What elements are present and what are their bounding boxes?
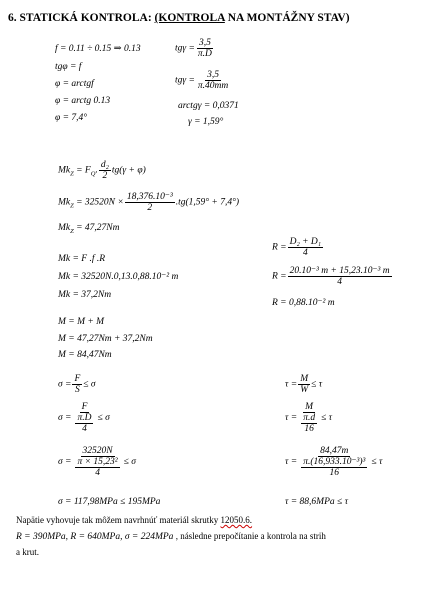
note-line-1: Napätie vyhovuje tak môžem navrhnúť materiál skrutky 12050.6.	[16, 515, 253, 525]
section-title: 6. STATICKÁ KONTROLA: (KONTROLA NA MONTÁŽNY STAV)	[8, 12, 350, 24]
mu-eq-3: M = 84,47Nm	[58, 350, 112, 360]
rt-eq-3: R = 0,88.10⁻² m	[272, 298, 335, 308]
mkz-eq-1: $Mk_Z = F_Q$. $\frac{\text{d₂}}{2}$ tg(γ + φ)	[58, 160, 146, 181]
tau-eq-2: τ = $\frac{M}{\frac{\pi.d}{16}}$ ≤ τ	[285, 402, 333, 434]
friction-eq-1: f = 0.11 ÷ 0.15 ⇒ 0.13	[55, 44, 141, 54]
tau-eq-1: τ = $\frac{M}{W}$ ≤ τ	[285, 374, 323, 395]
friction-eq-3: φ = arctgf	[55, 79, 94, 89]
lead-eq-3: arctgγ = 0,0371	[178, 101, 239, 111]
lead-eq-2: tgγ = $\frac{3,5}{\pi.40mm}$	[175, 70, 229, 91]
mu-eq-2: M = 47,27Nm + 37,2Nm	[58, 334, 153, 344]
friction-eq-2: tgφ = f	[55, 62, 82, 72]
sigma-eq-4: σ = 117,98MPa ≤ 195MPa	[58, 497, 161, 507]
mkm-eq-3: Mk = 37,2Nm	[58, 290, 112, 300]
lead-eq-4: γ = 1,59°	[188, 117, 224, 127]
friction-eq-5: φ = 7,4°	[55, 113, 88, 123]
mkm-eq-2: Mk = 32520N.0,13.0,88.10⁻² m	[58, 272, 179, 282]
sigma-eq-1: σ = $\frac{F}{S}$ ≤ σ	[58, 374, 96, 395]
rt-eq-1: R = $\frac{\text{D₂ + D₁}}{4}$	[272, 237, 322, 258]
mkz-eq-2: $Mk_Z = 32520N$ × $\frac{\text{18,376.10⁻³}}{2}$ .tg(1,59° + 7,4°)	[58, 192, 240, 213]
sigma-eq-2: σ = $\frac{F}{\frac{\pi.D}{4}}$ ≤ σ	[58, 402, 110, 434]
note-line-3: a krut.	[16, 547, 39, 557]
tau-eq-4: τ = 88,6MPa ≤ τ	[285, 497, 349, 507]
sigma-eq-3: σ = $\frac{32520N}{\frac{\text{π × 15,23²}}{4}}$ ≤ σ	[58, 446, 136, 478]
friction-eq-4: φ = arctg 0.13	[55, 96, 111, 106]
lead-eq-1: tgγ = $\frac{3,5}{\pi.D}$	[175, 38, 212, 59]
tau-eq-3: τ = $\frac{84,47m}{\frac{\text{π.(16,933.10⁻³)³}}{16}}$ ≤ τ	[285, 446, 383, 478]
mu-eq-1: M = M + M	[58, 317, 105, 327]
rt-eq-2: R = $\frac{\text{20.10⁻³ m + 15,23.10⁻³ m}}{4}$	[272, 266, 390, 287]
note-line-2: R = 390MPa, R = 640MPa, σ = 224MPa , následne prepočítanie a kontrola na strih	[16, 531, 326, 542]
mkm-eq-1: Mk = F .f .R	[58, 254, 106, 264]
mkz-eq-3: $Mk_Z = 47,27Nm$	[58, 223, 120, 235]
